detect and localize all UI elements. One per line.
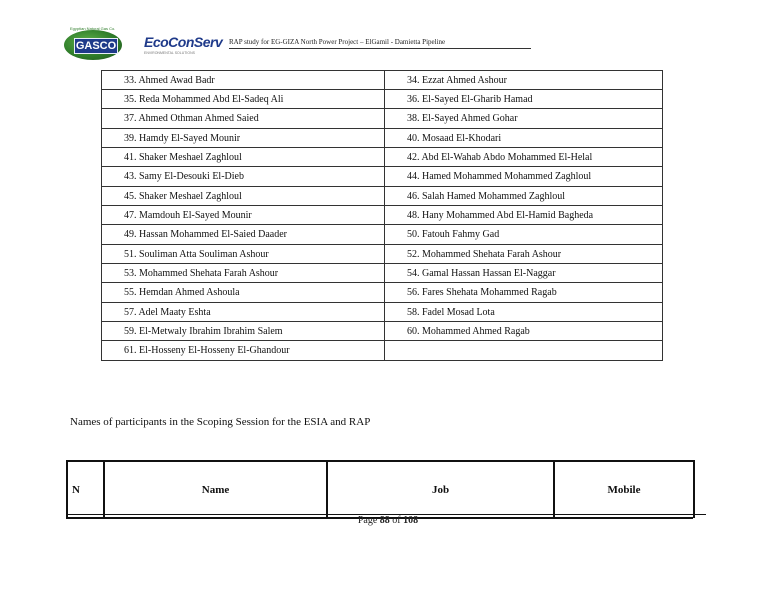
table-row bbox=[102, 148, 663, 167]
name-cell-left: 45. Shaker Meshael Zaghloul bbox=[102, 187, 385, 206]
name-cell-right: 56. Fares Shehata Mohammed Ragab bbox=[385, 283, 663, 303]
ecoconserv-logo-text: EcoConServ bbox=[144, 34, 223, 50]
column-header-mobile: Mobile bbox=[554, 461, 694, 518]
name-cell-left: 51. Souliman Atta Souliman Ashour bbox=[102, 245, 385, 264]
ecoconserv-tagline: ENVIRONMENTAL SOLUTIONS bbox=[144, 51, 195, 55]
of-label: of bbox=[392, 515, 401, 526]
table-row bbox=[102, 245, 663, 264]
column-header-name: Name bbox=[104, 461, 327, 518]
table-header-row bbox=[67, 461, 694, 518]
table-row bbox=[102, 225, 663, 245]
ecoconserv-logo bbox=[144, 34, 223, 62]
table-row bbox=[102, 90, 663, 109]
name-cell-left: 33. Ahmed Awad Badr bbox=[102, 71, 385, 90]
names-table-body bbox=[102, 71, 663, 361]
gasco-tagline: Egyptian Natural Gas Co. bbox=[70, 26, 116, 31]
name-cell-right: 48. Hany Mohammed Abd El-Hamid Bagheda bbox=[385, 206, 663, 225]
name-cell-left: 35. Reda Mohammed Abd El-Sadeq Ali bbox=[102, 90, 385, 109]
name-cell-right: 38. El-Sayed Ahmed Gohar bbox=[385, 109, 663, 129]
gasco-logo bbox=[64, 26, 122, 60]
page-total: 108 bbox=[403, 515, 419, 526]
header-title: RAP study for EG-GIZA North Power Project – ElGamil - Damietta Pipeline bbox=[229, 38, 446, 46]
name-cell-left: 59. El-Metwaly Ibrahim Ibrahim Salem bbox=[102, 322, 385, 341]
section-caption: Names of participants in the Scoping Session for the ESIA and RAP bbox=[70, 416, 371, 428]
name-cell-left: 41. Shaker Meshael Zaghloul bbox=[102, 148, 385, 167]
name-cell-left: 57. Adel Maaty Eshta bbox=[102, 303, 385, 322]
name-cell-left: 37. Ahmed Othman Ahmed Saied bbox=[102, 109, 385, 129]
name-cell-right: 36. El-Sayed El-Gharib Hamad bbox=[385, 90, 663, 109]
table-row bbox=[102, 109, 663, 129]
name-cell-right: 42. Abd El-Wahab Abdo Mohammed El-Helal bbox=[385, 148, 663, 167]
column-header-n: N bbox=[67, 461, 104, 518]
page-label: Page bbox=[357, 515, 378, 526]
name-cell-left: 55. Hemdan Ahmed Ashoula bbox=[102, 283, 385, 303]
participants-names-table bbox=[101, 70, 663, 361]
name-cell-right bbox=[385, 341, 663, 361]
name-cell-right: 52. Mohammed Shehata Farah Ashour bbox=[385, 245, 663, 264]
table-row bbox=[102, 341, 663, 361]
name-cell-right: 60. Mohammed Ahmed Ragab bbox=[385, 322, 663, 341]
name-cell-left: 47. Mamdouh El-Sayed Mounir bbox=[102, 206, 385, 225]
table-row bbox=[102, 264, 663, 283]
name-cell-right: 54. Gamal Hassan Hassan El-Naggar bbox=[385, 264, 663, 283]
table-row bbox=[102, 129, 663, 148]
name-cell-right: 46. Salah Hamed Mohammed Zaghloul bbox=[385, 187, 663, 206]
page-footer bbox=[0, 515, 776, 526]
name-cell-right: 34. Ezzat Ahmed Ashour bbox=[385, 71, 663, 90]
header-rule bbox=[229, 48, 531, 49]
name-cell-right: 58. Fadel Mosad Lota bbox=[385, 303, 663, 322]
table-row bbox=[102, 71, 663, 90]
gasco-logo-text: GASCO bbox=[75, 40, 117, 52]
name-cell-left: 53. Mohammed Shehata Farah Ashour bbox=[102, 264, 385, 283]
table-row bbox=[102, 187, 663, 206]
name-cell-left: 61. El-Hosseny El-Hosseny El-Ghandour bbox=[102, 341, 385, 361]
table-row bbox=[102, 283, 663, 303]
table-row bbox=[102, 206, 663, 225]
name-cell-right: 44. Hamed Mohammed Mohammed Zaghloul bbox=[385, 167, 663, 187]
name-cell-left: 39. Hamdy El-Sayed Mounir bbox=[102, 129, 385, 148]
page-number: 88 bbox=[379, 515, 390, 526]
table-row bbox=[102, 303, 663, 322]
table-row bbox=[102, 322, 663, 341]
scoping-participants-table bbox=[66, 460, 695, 518]
name-cell-left: 43. Samy El-Desouki El-Dieb bbox=[102, 167, 385, 187]
name-cell-right: 50. Fatouh Fahmy Gad bbox=[385, 225, 663, 245]
column-header-job: Job bbox=[327, 461, 554, 518]
name-cell-left: 49. Hassan Mohammed El-Saied Daader bbox=[102, 225, 385, 245]
table-row bbox=[102, 167, 663, 187]
name-cell-right: 40. Mosaad El-Khodari bbox=[385, 129, 663, 148]
document-header bbox=[64, 26, 534, 66]
